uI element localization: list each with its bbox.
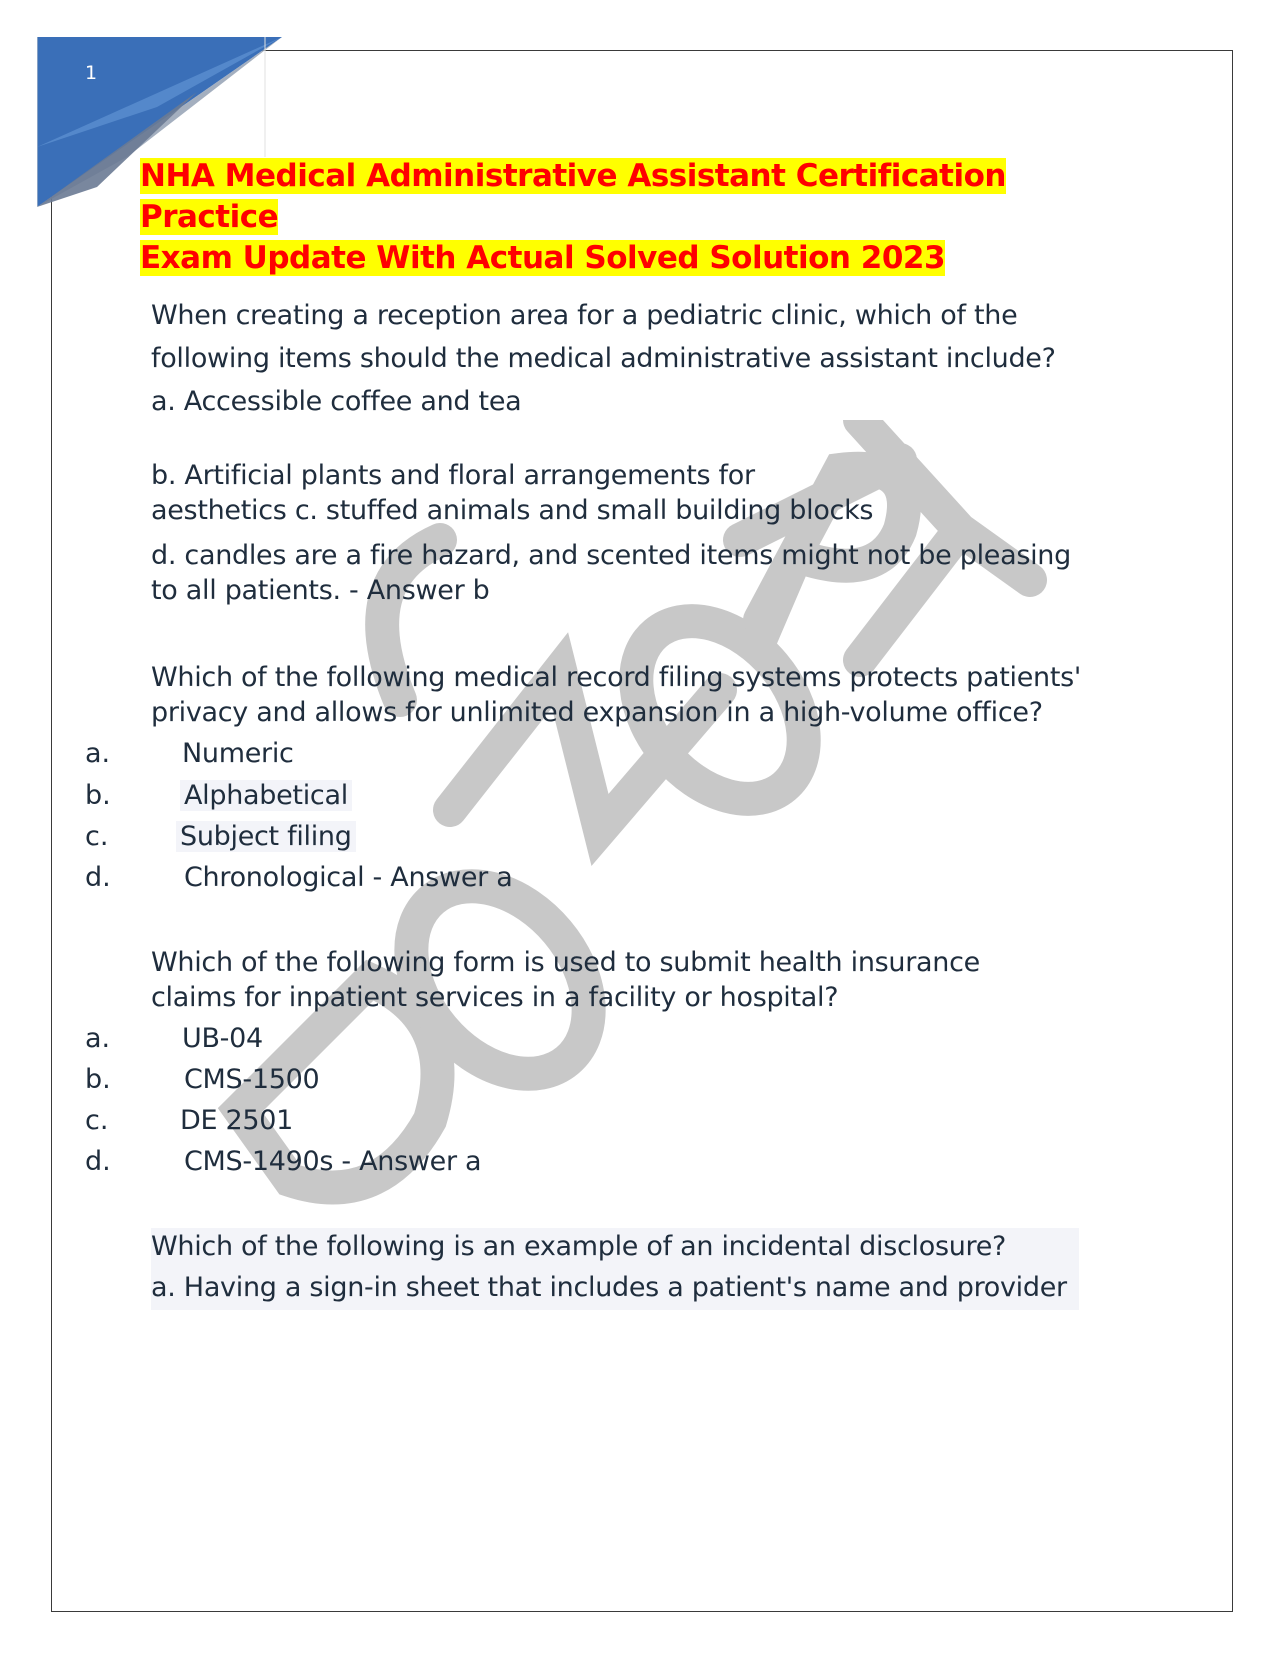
q1-line: following items should the medical administrative assistant include?	[151, 343, 1056, 374]
q3-option-letter: d.	[85, 1146, 111, 1177]
q2-line: Which of the following medical record filing systems protects patients'	[151, 662, 1081, 693]
q2-option-text: Subject filing	[176, 821, 356, 852]
q3-line: Which of the following form is used to submit health insurance	[151, 947, 980, 978]
q2-line: privacy and allows for unlimited expansion in a high-volume office?	[151, 697, 1043, 728]
q3-option-text: CMS-1490s - Answer a	[184, 1146, 482, 1177]
q2-option-text: Chronological - Answer a	[184, 862, 513, 893]
question-3-stem	[151, 945, 1101, 1015]
question-4-stem	[151, 1226, 1101, 1308]
title-line-1: NHA Medical Administrative Assistant Certification Practice	[140, 158, 1006, 235]
q4-line: Which of the following is an example of an incidental disclosure?	[151, 1231, 1007, 1262]
q4-line: a. Having a sign-in sheet that includes a patient's name and provider	[151, 1272, 1067, 1303]
q3-option-text: DE 2501	[180, 1105, 294, 1136]
page-number: 1	[85, 62, 98, 84]
q3-option-letter: a.	[85, 1023, 111, 1054]
q2-option-text: Numeric	[182, 738, 294, 769]
q2-option-letter: b.	[85, 780, 111, 811]
q1-line: b. Artificial plants and floral arrangements for	[151, 460, 755, 491]
q3-option-text: UB-04	[182, 1023, 263, 1054]
q1-line: a. Accessible coffee and tea	[151, 386, 522, 417]
q3-option-letter: c.	[85, 1105, 109, 1136]
question-1-options	[151, 458, 1101, 528]
q2-option-text: Alphabetical	[180, 780, 352, 811]
q3-option-text: CMS-1500	[184, 1064, 320, 1095]
question-2-stem	[151, 660, 1101, 730]
q1-line: to all patients. - Answer b	[151, 575, 490, 606]
title-line-2: Exam Update With Actual Solved Solution 2023	[140, 240, 946, 276]
q2-option-letter: c.	[85, 821, 109, 852]
q1-line: When creating a reception area for a pediatric clinic, which of the	[151, 300, 1018, 331]
q2-option-letter: a.	[85, 738, 111, 769]
q3-option-letter: b.	[85, 1064, 111, 1095]
question-1-stem	[151, 294, 1101, 423]
q1-line: aesthetics c. stuffed animals and small building blocks	[151, 495, 874, 526]
q3-line: claims for inpatient services in a facility or hospital?	[151, 982, 839, 1013]
question-1-answer	[151, 538, 1101, 608]
q1-line: d. candles are a fire hazard, and scented items might not be pleasing	[151, 540, 1071, 571]
q2-option-letter: d.	[85, 862, 111, 893]
document-title	[140, 156, 1090, 279]
